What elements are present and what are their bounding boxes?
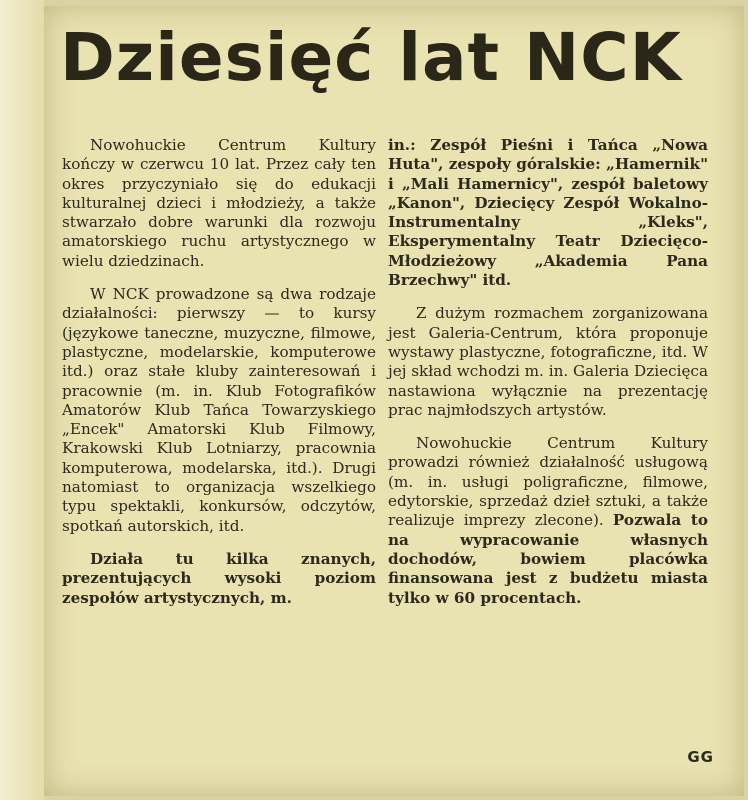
paragraph-intro-text: Nowohuckie Centrum Kultury kończy w czerwcu 10 lat. Przez cały ten okres przyczyniało się do edukacji kulturalnej dzieci i młodzieży, a także stwarzało dobre warunki dla rozwoju amatorskiego ruchu artystycznego w wielu dziedzinach. xyxy=(62,136,376,270)
paragraph-activities xyxy=(62,285,376,536)
paragraph-services-bold: Pozwala to na wypracowanie własnych dochodów, bowiem placówka finansowana jest z budżetu miasta tylko w 60 procentach. xyxy=(388,511,709,607)
scan-margin xyxy=(0,0,44,800)
paragraph-services xyxy=(388,434,708,608)
paragraph-activities-text: W NCK prowadzone są dwa rodzaje działalności: pierwszy — to kursy (językowe taneczne, muzyczne, filmowe, plastyczne, modelarskie, komputerowe itd.) oraz stałe kluby zainteresowań i pracownie (m. in. Klub Fotografików Amatorów Klub Tańca Towarzyskiego „Encek" Amatorski Klub Filmowy, Krakowski Klub Lotniarzy, pracownia komputerowa, modelarska, itd.). Drugi natomiast to organizacja wszelkiego typu spektakli, konkursów, odczytów, spotkań autorskich, itd. xyxy=(62,285,376,535)
left-column xyxy=(62,136,376,608)
paragraph-services-text: Nowohuckie Centrum Kultury prowadzi również działalność usługową (m. in. usługi poligraficzne, filmowe, edytorskie, sprzedaż dzieł sztuki, a także realizuje imprezy zlecone). xyxy=(388,434,708,530)
paragraph-gallery xyxy=(388,304,708,420)
author-signature: GG xyxy=(687,748,714,766)
paragraph-ensembles xyxy=(62,550,376,608)
paragraph-gallery-text: Z dużym rozmachem zorganizowana jest Galeria-Centrum, która proponuje wystawy plastyczne, fotograficzne, itd. W jej skład wchodzi m. in. Galeria Dziecięca nastawiona wyłącznie na prezentację prac najmłodszych artystów. xyxy=(388,304,708,419)
right-column xyxy=(388,136,708,608)
paragraph-ensembles-text: Działa tu kilka znanych, prezentujących wysoki poziom zespołów artystycznych, m. xyxy=(62,549,376,607)
paragraph-services-regular xyxy=(388,434,708,608)
paragraph-ensembles-list xyxy=(388,136,708,290)
article-headline: Dziesięć lat NCK xyxy=(60,19,682,96)
paragraph-ensembles-list-text: in.: Zespół Pieśni i Tańca „Nowa Huta", zespoły góralskie: „Hamernik" i „Mali Hamernicy", zespół baletowy „Kanon", Dziecięcy Zespół Wokalno-Instrumentalny „Kleks", Eksperymentalny Teatr Dziecięco-Młodzieżowy „Akademia Pana Brzechwy" itd. xyxy=(388,136,708,290)
paragraph-intro xyxy=(62,136,376,271)
